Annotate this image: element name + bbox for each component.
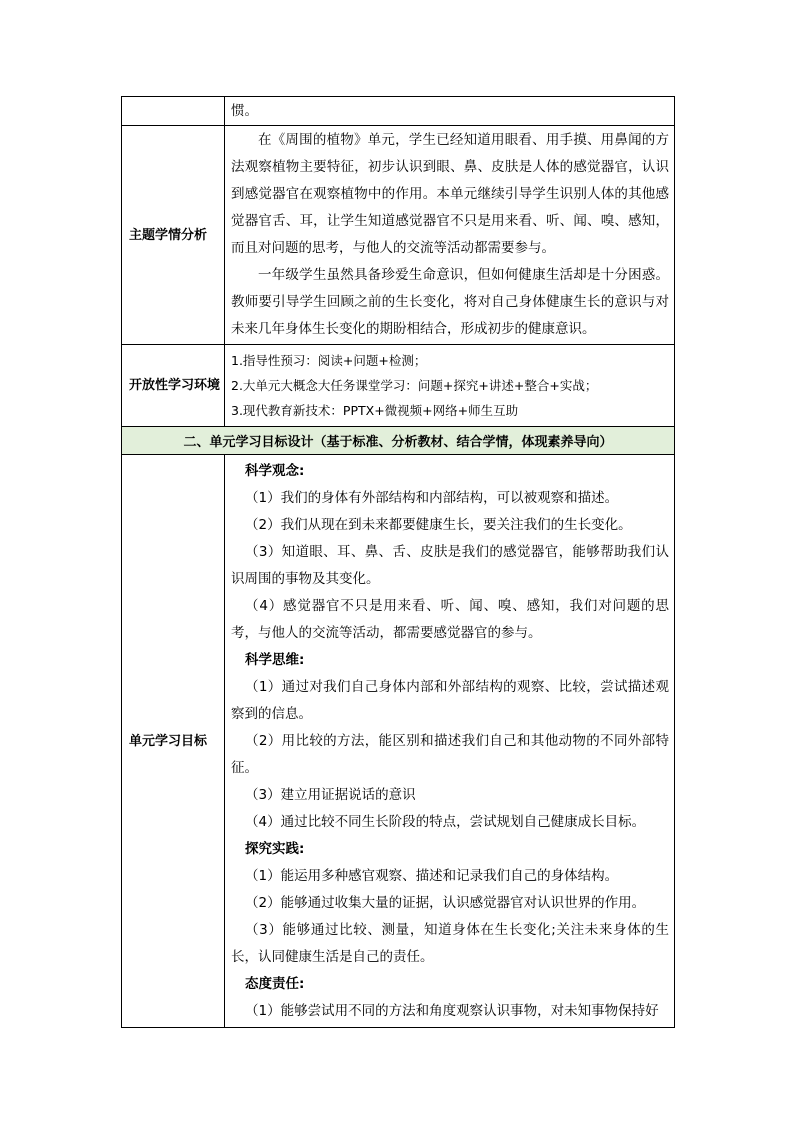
goal-group-heading: 探究实践: — [245, 840, 305, 857]
environment-line: 3.现代教育新技术：PPTX+微视频+网络+师生互助 — [231, 403, 519, 418]
environment-label: 开放性学习环境 — [122, 345, 225, 427]
goal-item: （2）用比较的方法，能区别和描述我们自己和其他动物的不同外部特征。 — [231, 732, 669, 776]
goal-item: （1）通过对我们自己身体内部和外部结构的观察、比较，尝试描述观察到的信息。 — [231, 678, 669, 722]
goals-label: 单元学习目标 — [122, 455, 225, 1028]
analysis-paragraph: 在《周围的植物》单元，学生已经知道用眼看、用手摸、用鼻闻的方法观察植物主要特征，初步认识到眼、鼻、皮肤是人体的感觉器官，认识到感觉器官在观察植物中的作用。本单元继续引导学生识别人体的其他感觉器官舌、耳，让学生知道感觉器官不只是用来看、听、闻、嗅、感知，而且对问题的思考，与他人的交流等活动都需要参与。 — [231, 132, 669, 256]
goal-item: （3）建立用证据说话的意识 — [245, 786, 416, 803]
goal-group-heading: 科学思维: — [245, 651, 305, 668]
goal-item: （3）能够通过比较、测量，知道身体在生长变化;关注未来身体的生长，认同健康生活是自己的责任。 — [231, 921, 669, 965]
analysis-row — [122, 126, 675, 345]
environment-row — [122, 345, 675, 427]
environment-cell — [225, 345, 675, 427]
goal-group-heading: 态度责任: — [245, 975, 305, 992]
goal-item: （4）通过比较不同生长阶段的特点，尝试规划自己健康成长目标。 — [245, 813, 646, 830]
analysis-cell — [225, 126, 675, 345]
goal-item: （2）能够通过收集大量的证据，认识感觉器官对认识世界的作用。 — [245, 894, 646, 911]
continuation-label — [122, 97, 225, 126]
section-banner-row — [122, 427, 675, 455]
continuation-cell — [225, 97, 675, 126]
continuation-text: 惯。 — [231, 102, 258, 119]
analysis-paragraph: 一年级学生虽然具备珍爱生命意识，但如何健康生活却是十分困惑。教师要引导学生回顾之前的生长变化，将对自己身体健康生长的意识与对未来几年身体生长变化的期盼相结合，形成初步的健康意识。 — [231, 267, 669, 337]
analysis-label: 主题学情分析 — [122, 126, 225, 345]
goal-item: （2）我们从现在到未来都要健康生长，要关注我们的生长变化。 — [245, 516, 632, 533]
environment-line: 1.指导性预习：阅读+问题+检测； — [231, 353, 427, 368]
goal-item: （3）知道眼、耳、鼻、舌、皮肤是我们的感觉器官，能够帮助我们认识周围的事物及其变化。 — [231, 543, 669, 587]
section-title: 二、单元学习目标设计（基于标准、分析教材、结合学情，体现素养导向） — [122, 427, 675, 455]
goal-item: （1）能够尝试用不同的方法和角度观察认识事物，对未知事物保持好 — [245, 1002, 659, 1019]
goal-item: （1）我们的身体有外部结构和内部结构，可以被观察和描述。 — [245, 489, 619, 506]
goals-row — [122, 455, 675, 1028]
goal-group-heading: 科学观念: — [245, 462, 305, 479]
goal-item: （4）感觉器官不只是用来看、听、闻、嗅、感知，我们对问题的思考，与他人的交流等活动，都需要感觉器官的参与。 — [231, 597, 669, 641]
environment-line: 2.大单元大概念大任务课堂学习：问题+探究+讲述+整合+实战； — [231, 378, 598, 393]
lesson-plan-table — [121, 96, 675, 1028]
continuation-row — [122, 97, 675, 126]
goal-item: （1）能运用多种感官观察、描述和记录我们自己的身体结构。 — [245, 867, 619, 884]
goals-cell — [225, 455, 675, 1028]
